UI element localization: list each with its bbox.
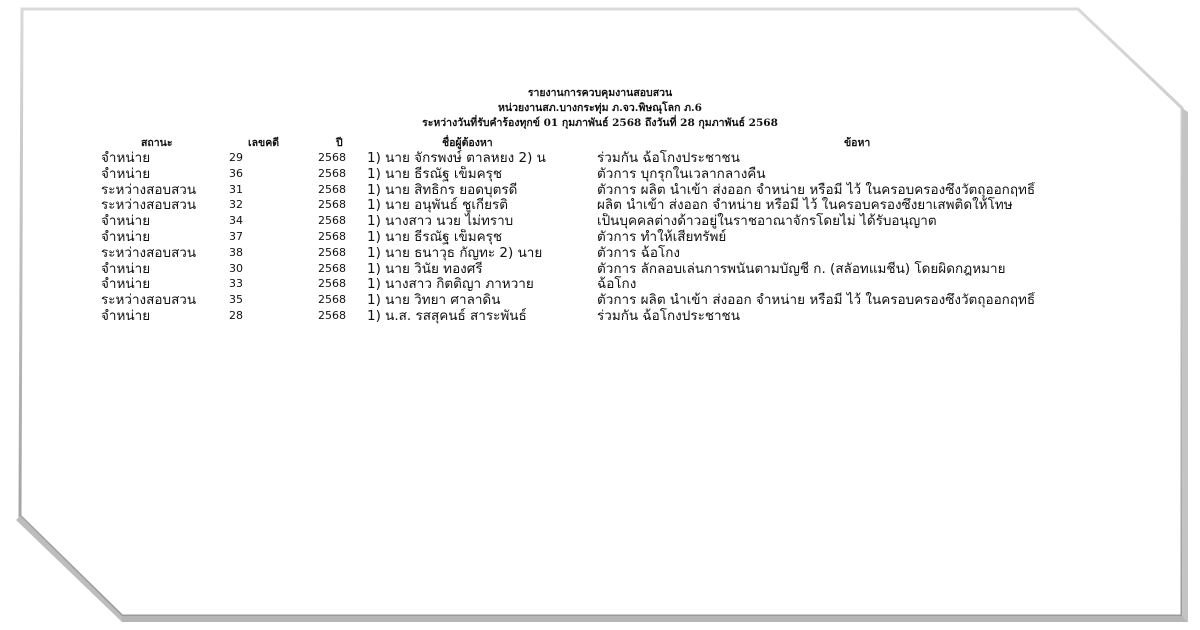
column-header-year: ปี — [336, 137, 343, 149]
charge-text: ตัวการ ฉ้อโกง — [597, 244, 680, 261]
accused-name: 1) นาย วิทยา ศาลาดิน — [367, 292, 501, 309]
column-header-charge: ข้อหา — [844, 137, 871, 149]
case-number: 32 — [229, 198, 243, 212]
case-status: ระหว่างสอบสวน — [101, 292, 197, 309]
table-row — [0, 245, 1200, 261]
case-table — [0, 150, 1200, 324]
accused-name: 1) นาย ธีรณัฐ เข็มครุช — [367, 228, 503, 245]
charge-text: ตัวการ ทำให้เสียทรัพย์ — [597, 228, 727, 245]
case-status: ระหว่างสอบสวน — [101, 244, 197, 261]
case-number: 35 — [229, 293, 243, 307]
accused-name: 1) น.ส. รสสุคนธ์ สาระพันธ์ — [367, 307, 527, 324]
table-row — [0, 150, 1200, 166]
accused-name: 1) นาย ธีรณัฐ เข็มครุช — [367, 165, 503, 182]
case-year: 2568 — [318, 166, 346, 180]
accused-name: 1) นาย วินัย ทองศรี — [367, 260, 483, 277]
charge-text: ตัวการ ผลิต นำเข้า ส่งออก จำหน่าย หรือมี ไว้ ในครอบครองซึ่งวัตถุออกฤทธิ์ — [597, 292, 1036, 309]
accused-name: 1) นาย จักรพงษ์ ตาลหยง 2) น — [367, 150, 546, 166]
case-status: จำหน่าย — [101, 228, 151, 245]
case-number: 30 — [229, 261, 243, 275]
column-header-accused: ชื่อผู้ต้องหา — [442, 137, 493, 149]
table-row — [0, 182, 1200, 198]
case-number: 36 — [229, 166, 243, 180]
column-header-case-no: เลขคดี — [248, 137, 280, 149]
case-year: 2568 — [318, 229, 346, 243]
report-unit: หน่วยงานสภ.บางกระทุ่ม ภ.จว.พิษณุโลก ภ.6 — [498, 102, 702, 114]
case-year: 2568 — [318, 293, 346, 307]
case-number: 33 — [229, 277, 243, 291]
case-status: จำหน่าย — [101, 307, 151, 324]
case-number: 31 — [229, 182, 243, 196]
table-row — [0, 197, 1200, 213]
charge-text: ตัวการ ลักลอบเล่นการพนันตามบัญชี ก. (สลัอทแมชีน) โดยผิดกฎหมาย — [597, 260, 1006, 277]
case-status: ระหว่างสอบสวน — [101, 197, 197, 214]
table-row — [0, 229, 1200, 245]
accused-name: 1) นางสาว นวย ไม่ทราบ — [367, 213, 514, 230]
case-year: 2568 — [318, 214, 346, 228]
charge-text: ผลิต นำเข้า ส่งออก จำหน่าย หรือมี ไว้ ในครอบครองซึ่งยาเสพติดให้โทษ — [597, 197, 1013, 214]
report-period: ระหว่างวันที่รับคำร้องทุกข์ 01 กุมภาพันธ์ 2568 ถึงวันที่ 28 กุมภาพันธ์ 2568 — [422, 117, 778, 129]
accused-name: 1) นางสาว กิตติญา ภาหวาย — [367, 276, 534, 293]
accused-name: 1) นาย ธนาวุธ กัญทะ 2) นาย — [367, 244, 543, 261]
case-status: จำหน่าย — [101, 260, 151, 277]
charge-text: ตัวการ บุกรุกในเวลากลางคืน — [597, 165, 766, 182]
accused-name: 1) นาย อนุพันธ์ ชูเกียรติ — [367, 197, 509, 214]
report-header — [340, 86, 860, 131]
table-header — [0, 134, 1200, 150]
charge-text: ตัวการ ผลิต นำเข้า ส่งออก จำหน่าย หรือมี ไว้ ในครอบครองซึ่งวัตถุออกฤทธิ์ — [597, 181, 1036, 198]
table-row — [0, 166, 1200, 182]
case-number: 38 — [229, 245, 243, 259]
case-year: 2568 — [318, 245, 346, 259]
case-number: 37 — [229, 229, 243, 243]
table-row — [0, 213, 1200, 229]
case-year: 2568 — [318, 261, 346, 275]
table-row — [0, 276, 1200, 292]
charge-text: ฉ้อโกง — [597, 276, 637, 293]
case-number: 29 — [229, 151, 243, 164]
case-year: 2568 — [318, 277, 346, 291]
charge-text: ร่วมกัน ฉ้อโกงประชาชน — [597, 150, 740, 166]
column-header-status: สถานะ — [141, 137, 173, 149]
case-status: จำหน่าย — [101, 213, 151, 230]
case-number: 28 — [229, 308, 243, 322]
charge-text: เป็นบุคคลต่างด้าวอยู่ในราชอาณาจักรโดยไม่ ได้รับอนุญาต — [597, 213, 937, 230]
case-year: 2568 — [318, 198, 346, 212]
accused-name: 1) นาย สิทธิกร ยอดบุตรดี — [367, 181, 518, 198]
charge-text: ร่วมกัน ฉ้อโกงประชาชน — [597, 307, 740, 324]
report-title: รายงานการควบคุมงานสอบสวน — [527, 87, 673, 99]
table-row — [0, 261, 1200, 277]
case-status: จำหน่าย — [101, 150, 151, 166]
case-status: จำหน่าย — [101, 276, 151, 293]
case-number: 34 — [229, 214, 243, 228]
case-year: 2568 — [318, 308, 346, 322]
case-year: 2568 — [318, 182, 346, 196]
case-status: จำหน่าย — [101, 165, 151, 182]
table-row — [0, 292, 1200, 308]
table-row — [0, 308, 1200, 324]
case-status: ระหว่างสอบสวน — [101, 181, 197, 198]
case-year: 2568 — [318, 151, 346, 164]
